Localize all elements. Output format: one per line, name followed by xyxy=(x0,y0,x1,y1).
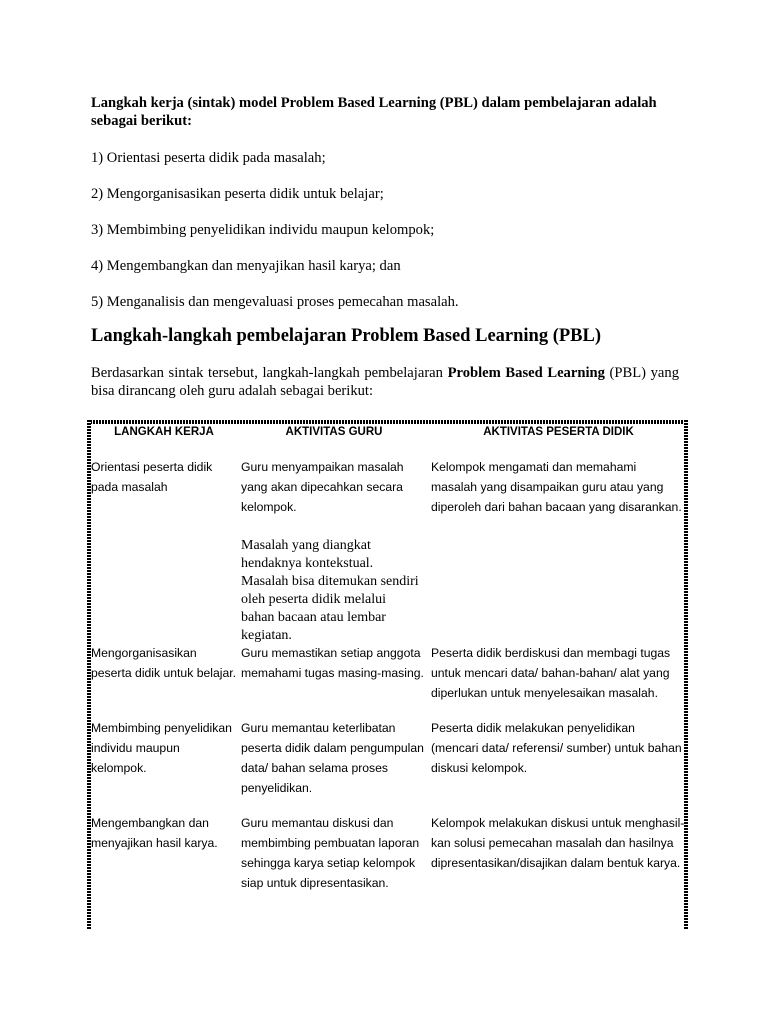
table-cell-guru: Guru menyampaikan masalah yang akan dipecahkan secara kelompok. xyxy=(241,460,404,514)
step-item-4: 4) Mengembangkan dan menyajikan hasil karya; dan xyxy=(91,258,401,274)
intro-title: Langkah kerja (sintak) model Problem Based Learning (PBL) dalam pembelajaran adalah sebagai berikut: xyxy=(91,95,657,129)
table-cell-guru: Guru memantau diskusi dan membimbing pembuatan laporan sehingga karya setiap kelompok siap untuk dipresentasikan. xyxy=(241,816,420,890)
table-cell-step: Membimbing penyelidikan individu maupun kelompok. xyxy=(91,721,232,775)
table-top-border xyxy=(87,420,688,424)
table-cell-step: Mengorganisasikan peserta didik untuk belajar. xyxy=(91,646,236,680)
paragraph-text-start: Berdasarkan sintak tersebut, langkah-langkah pembelajaran xyxy=(91,365,448,381)
paragraph-text-end: (PBL) yang bisa dirancang oleh guru adalah sebagai berikut: xyxy=(91,365,680,399)
step-item-1: 1) Orientasi peserta didik pada masalah; xyxy=(91,150,326,166)
table-cell-guru: Guru memantau keterlibatan peserta didik dalam pengumpulan data/ bahan selama proses penyelidikan. xyxy=(241,721,424,795)
paragraph-bold-term: Problem Based Learning xyxy=(447,365,605,381)
table-cell-siswa: Peserta didik berdiskusi dan membagi tugas untuk mencari data/ bahan-bahan/ alat yang diperlukan untuk menyelesaikan masalah. xyxy=(431,646,671,700)
step-item-3: 3) Membimbing penyelidikan individu maupun kelompok; xyxy=(91,222,435,238)
section-paragraph xyxy=(91,364,679,400)
table-cell-step: Mengembangkan dan menyajikan hasil karya. xyxy=(91,816,218,850)
step-item-5: 5) Menganalisis dan mengevaluasi proses pemecahan masalah. xyxy=(91,294,459,310)
section-heading: Langkah-langkah pembelajaran Problem Based Learning (PBL) xyxy=(91,326,602,346)
table-cell-siswa: Kelompok melakukan diskusi untuk menghasil-kan solusi pemecahan masalah dan hasilnya dipresentasikan/disajikan dalam bentuk karya. xyxy=(431,816,685,870)
table-cell-guru-note: Masalah yang diangkat hendaknya kontekstual. Masalah bisa ditemukan sendiri oleh peserta didik melalui bahan bacaan atau lembar kegiatan. xyxy=(241,538,419,643)
table-header-peserta: AKTIVITAS PESERTA DIDIK xyxy=(483,426,634,438)
table-header-langkah: LANGKAH KERJA xyxy=(114,426,214,438)
table-cell-guru: Guru memastikan setiap anggota memahami tugas masing-masing. xyxy=(241,646,424,680)
table-header-guru: AKTIVITAS GURU xyxy=(285,426,383,438)
table-cell-siswa: Peserta didik melakukan penyelidikan (mencari data/ referensi/ sumber) untuk bahan diskusi kelompok. xyxy=(431,721,682,775)
step-item-2: 2) Mengorganisasikan peserta didik untuk belajar; xyxy=(91,186,384,202)
table-cell-siswa: Kelompok mengamati dan memahami masalah yang disampaikan guru atau yang diperoleh dari bahan bacaan yang disarankan. xyxy=(431,460,682,514)
table-cell-step: Orientasi peserta didik pada masalah xyxy=(91,460,213,494)
